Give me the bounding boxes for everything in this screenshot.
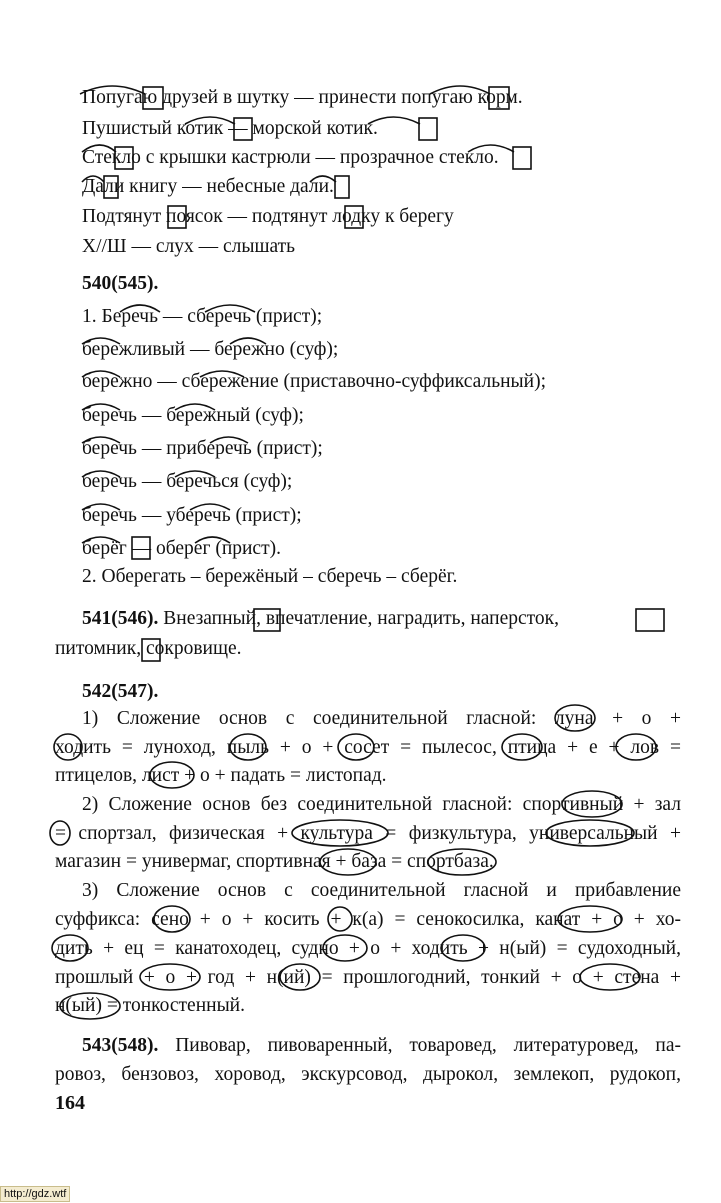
page-number: 164 <box>55 1092 85 1114</box>
exercise-text: Пивовар, пивоваренный, товаровед, литературовед, па- <box>175 1035 681 1056</box>
text-line: магазин = универмаг, спортивная + база = спортбаза. <box>55 851 494 872</box>
text-line: н(ый) = тонкостенный. <box>55 995 245 1016</box>
text-line: беречь — бережный (суф); <box>82 405 304 426</box>
text-line <box>82 607 681 631</box>
text-line: ровоз, бензовоз, хоровод, экскурсовод, дырокол, землекоп, рудокоп, <box>55 1064 681 1085</box>
text-line: бережливый — бережно (суф); <box>82 339 339 360</box>
text-line: Подтянут поясок — подтянут лодку к берегу <box>82 206 454 227</box>
text-line: Стекло с крышки кастрюли — прозрачное стекло. <box>82 147 499 168</box>
exercise-title: 540(545). <box>82 273 159 294</box>
text-line: 1. Беречь — сберечь (прист); <box>82 306 323 327</box>
text-line: 3) Сложение основ с соединительной гласной и прибавление <box>82 880 681 901</box>
text-line: прошлый + о + год + н(ий) = прошлогодний, тонкий + о + стена + <box>55 967 681 988</box>
text-line: Дали книгу — небесные дали. <box>82 176 334 197</box>
text-line: 2. Оберегать – бережёный – сберечь – сберёг. <box>82 566 458 587</box>
text-line: дить + ец = канатоходец, судно + о + ходить + н(ый) = судоходный, <box>55 938 681 959</box>
exercise-title: 543(548). <box>82 1035 159 1056</box>
text-line: птицелов, лист + о + падать = листопад. <box>55 765 387 786</box>
watermark[interactable]: http://gdz.wtf <box>0 1186 70 1202</box>
text-line: Пушистый котик — морской котик. <box>82 118 378 139</box>
exercise-text: Внезапный, впечатление, наградить, наперсток, <box>163 608 560 629</box>
exercise-title: 542(547). <box>82 681 159 702</box>
text-line: Х//Ш — слух — слышать <box>82 236 296 257</box>
text-line: Попугаю друзей в шутку — принести попугаю корм. <box>82 87 523 108</box>
text-line: 2) Сложение основ без соединительной гласной: спортивный + зал <box>82 794 681 815</box>
text-line: беречь — уберечь (прист); <box>82 505 302 526</box>
text-line: беречь — беречься (суф); <box>82 471 293 492</box>
text-line: беречь — приберечь (прист); <box>82 438 323 459</box>
text-line: 1) Сложение основ с соединительной гласной: луна + о + <box>82 708 681 729</box>
text-line <box>82 1034 681 1058</box>
text-line: суффикса: сено + о + косить + к(а) = сенокосилка, канат + о + хо- <box>55 909 681 930</box>
text-line: ходить = луноход, пыль + о + сосет = пылесос, птица + е + лов = <box>55 737 681 758</box>
text-line: = спортзал, физическая + культура = физкультура, универсальный + <box>55 823 681 844</box>
text-line: берёг — оберег (прист). <box>82 538 281 559</box>
text-line: бережно — сбережение (приставочно-суффиксальный); <box>82 371 546 392</box>
text-line: питомник, сокровище. <box>55 638 242 659</box>
exercise-title: 541(546). <box>82 608 159 629</box>
